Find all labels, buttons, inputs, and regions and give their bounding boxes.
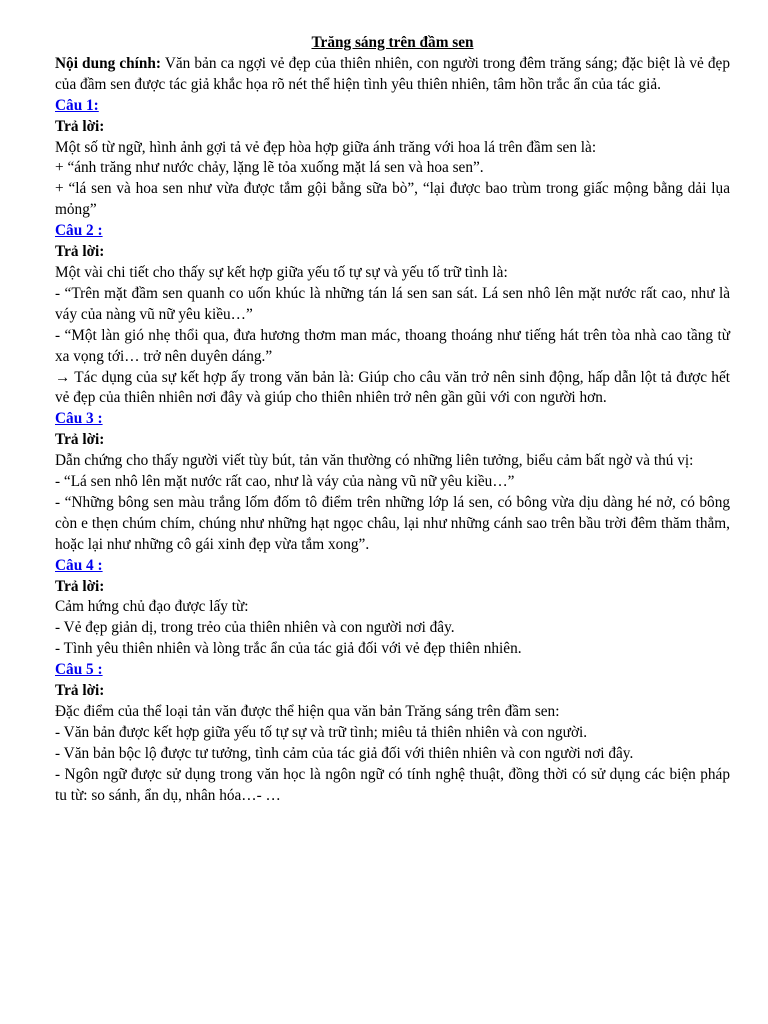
- section-1: [55, 96, 730, 221]
- answer-4-line: - Tình yêu thiên nhiên và lòng trắc ẩn của tác giả đối với vẻ đẹp thiên nhiên.: [55, 640, 522, 658]
- document-title: Trăng sáng trên đầm sen: [311, 34, 474, 51]
- answer-2-line: - “Trên mặt đầm sen quanh co uốn khúc là những tán lá sen san sát. Lá sen nhô lên mặt nước rất cao, như là váy của nàng vũ nữ yêu kiều…”: [55, 284, 730, 323]
- main-content-text: Văn bản ca ngợi vẻ đẹp của thiên nhiên, con người trong đêm trăng sáng; đặc biệt là vẻ đẹp của đầm sen được tác giả khắc họa rõ nét thể hiện tình yêu thiên nhiên, tâm hồn trắc ẩn của tác giả.: [55, 54, 730, 93]
- answer-2-line: → Tác dụng của sự kết hợp ấy trong văn bản là: Giúp cho câu văn trở nên sinh động, hấp dẫn lột tả được hết vẻ đẹp của thiên nhiên nơi đây và giúp cho thiên nhiên trở nên gần gũi với con người hơn.: [55, 368, 730, 407]
- main-content-paragraph: [55, 54, 730, 96]
- answer-3-line: - “Những bông sen màu trắng lốm đốm tô điểm trên những lớp lá sen, có bông vừa dịu dàng hé nở, có bông còn e thẹn chúm chím, chúng như những hạt ngọc châu, lại như những cánh sao trên bầu trời đêm thăm thẳm, hoặc lại như những cô gái xinh đẹp vừa tắm xong”.: [55, 493, 730, 553]
- answer-4-line: - Vẻ đẹp giản dị, trong trẻo của thiên nhiên và con người nơi đây.: [55, 619, 455, 637]
- answer-1-line: + “ánh trăng như nước chảy, lặng lẽ tỏa xuống mặt lá sen và hoa sen”.: [55, 159, 484, 177]
- answer-1-line: Một số từ ngữ, hình ảnh gợi tả vẻ đẹp hòa hợp giữa ánh trăng với hoa lá trên đầm sen là:: [55, 138, 597, 156]
- answer-2-label: Trả lời:: [55, 243, 105, 261]
- question-3-heading[interactable]: Câu 3 :: [55, 410, 103, 428]
- main-content-label: Nội dung chính:: [55, 54, 161, 72]
- answer-4-label: Trả lời:: [55, 577, 105, 595]
- question-4-heading[interactable]: Câu 4 :: [55, 556, 103, 574]
- answer-3-label: Trả lời:: [55, 431, 105, 449]
- answer-1-label: Trả lời:: [55, 117, 105, 135]
- answer-5-line: Đặc điểm của thể loại tản văn được thể hiện qua văn bản Trăng sáng trên đầm sen:: [55, 703, 560, 720]
- answer-5-line: - Văn bản bộc lộ được tư tưởng, tình cảm của tác giả đối với thiên nhiên và con người nơi đây.: [55, 744, 634, 762]
- question-2-heading[interactable]: Câu 2 :: [55, 222, 103, 240]
- question-1-heading[interactable]: Câu 1:: [55, 96, 99, 114]
- answer-2-line: Một vài chi tiết cho thấy sự kết hợp giữa yếu tố tự sự và yếu tố trữ tình là:: [55, 263, 508, 281]
- answer-3-line: - “Lá sen nhô lên mặt nước rất cao, như là váy của nàng vũ nữ yêu kiều…”: [55, 473, 515, 491]
- section-5: [55, 660, 730, 806]
- answer-2-line: - “Một làn gió nhẹ thổi qua, đưa hương thơm man mác, thoang thoáng như tiếng hát trên tòa nhà cao tầng từ xa vọng tới… trở nên duyên dáng.”: [55, 326, 730, 365]
- answer-5-line: - Ngôn ngữ được sử dụng trong văn học là ngôn ngữ có tính nghệ thuật, đồng thời có sử dụng các biện pháp tu từ: so sánh, ẩn dụ, nhân hóa…- …: [55, 765, 730, 804]
- section-3: [55, 409, 730, 555]
- section-4: [55, 556, 730, 661]
- document-page: [55, 33, 730, 807]
- question-5-heading[interactable]: Câu 5 :: [55, 661, 103, 679]
- answer-4-line: Cảm hứng chủ đạo được lấy từ:: [55, 598, 249, 616]
- answer-5-line: - Văn bản được kết hợp giữa yếu tố tự sự và trữ tình; miêu tả thiên nhiên và con người.: [55, 723, 588, 741]
- answer-3-line: Dẫn chứng cho thấy người viết tùy bút, tản văn thường có những liên tưởng, biểu cảm bất ngờ và thú vị:: [55, 452, 694, 470]
- section-2: [55, 221, 730, 409]
- answer-1-line: + “lá sen và hoa sen như vừa được tắm gội bằng sữa bò”, “lại được bao trùm trong giấc mộng bằng dải lụa mỏng”: [55, 180, 730, 219]
- answer-5-label: Trả lời:: [55, 682, 105, 700]
